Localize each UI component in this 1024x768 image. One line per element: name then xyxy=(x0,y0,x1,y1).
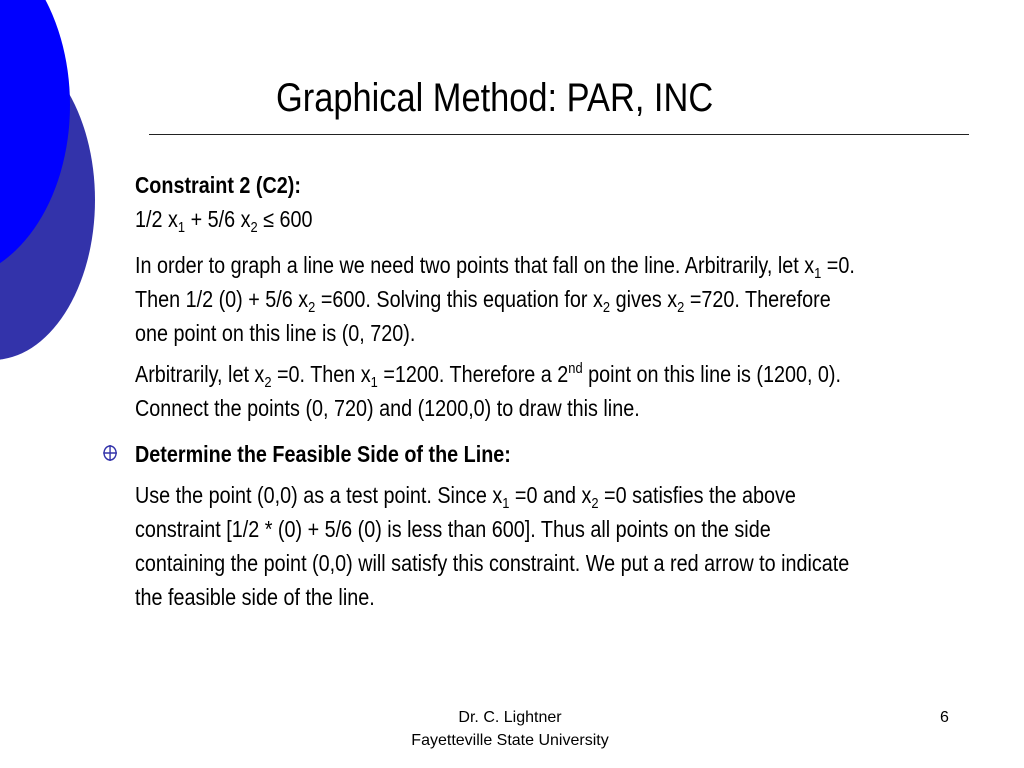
feasible-heading: Determine the Feasible Side of the Line: xyxy=(135,441,511,467)
footer xyxy=(340,706,680,752)
title-divider xyxy=(149,134,969,135)
paragraph-first-point: In order to graph a line we need two points that fall on the line. Arbitrarily, let $x_1 =0$. Then 1/2 (0) + 5/6 $x_2 =600$. Solving this equation for $x_2$ gives $x_2 =720$. Therefore one point on this line is (0, 720). xyxy=(135,252,855,346)
footer-author: Dr. C. Lightner xyxy=(458,709,562,726)
footer-institution: Fayetteville State University xyxy=(411,732,609,749)
feasible-side-bullet xyxy=(135,437,1004,471)
constraint-heading: Constraint 2 (C2): xyxy=(135,172,301,198)
crosshair-circle-icon xyxy=(102,444,117,462)
slide-body xyxy=(135,168,1004,614)
constraint-equation: 1/2 $x_1 + 5/6$ $x_2 \le 600$ xyxy=(135,206,313,236)
page-number: 6 xyxy=(940,709,949,726)
slide-title: Graphical Method: PAR, INC xyxy=(276,76,714,120)
paragraph-test-point: Use the point (0,0) as a test point. Since $x_1 =0$ and $x_2 =0$ satisfies the above constraint [1/2 * (0) + 5/6 (0) is less than 600]. Thus all points on the side containing the point (0,0) will satisfy this constraint. We put a red arrow to indicate the feasible side of the line. xyxy=(135,482,850,610)
paragraph-second-point: Arbitrarily, let $x_2 =0$. Then $x_1 =1200$. Therefore a 2nd point on this line is (1200, 0). Connect the points (0, 720) and (1200,0) to draw this line. xyxy=(135,360,842,421)
